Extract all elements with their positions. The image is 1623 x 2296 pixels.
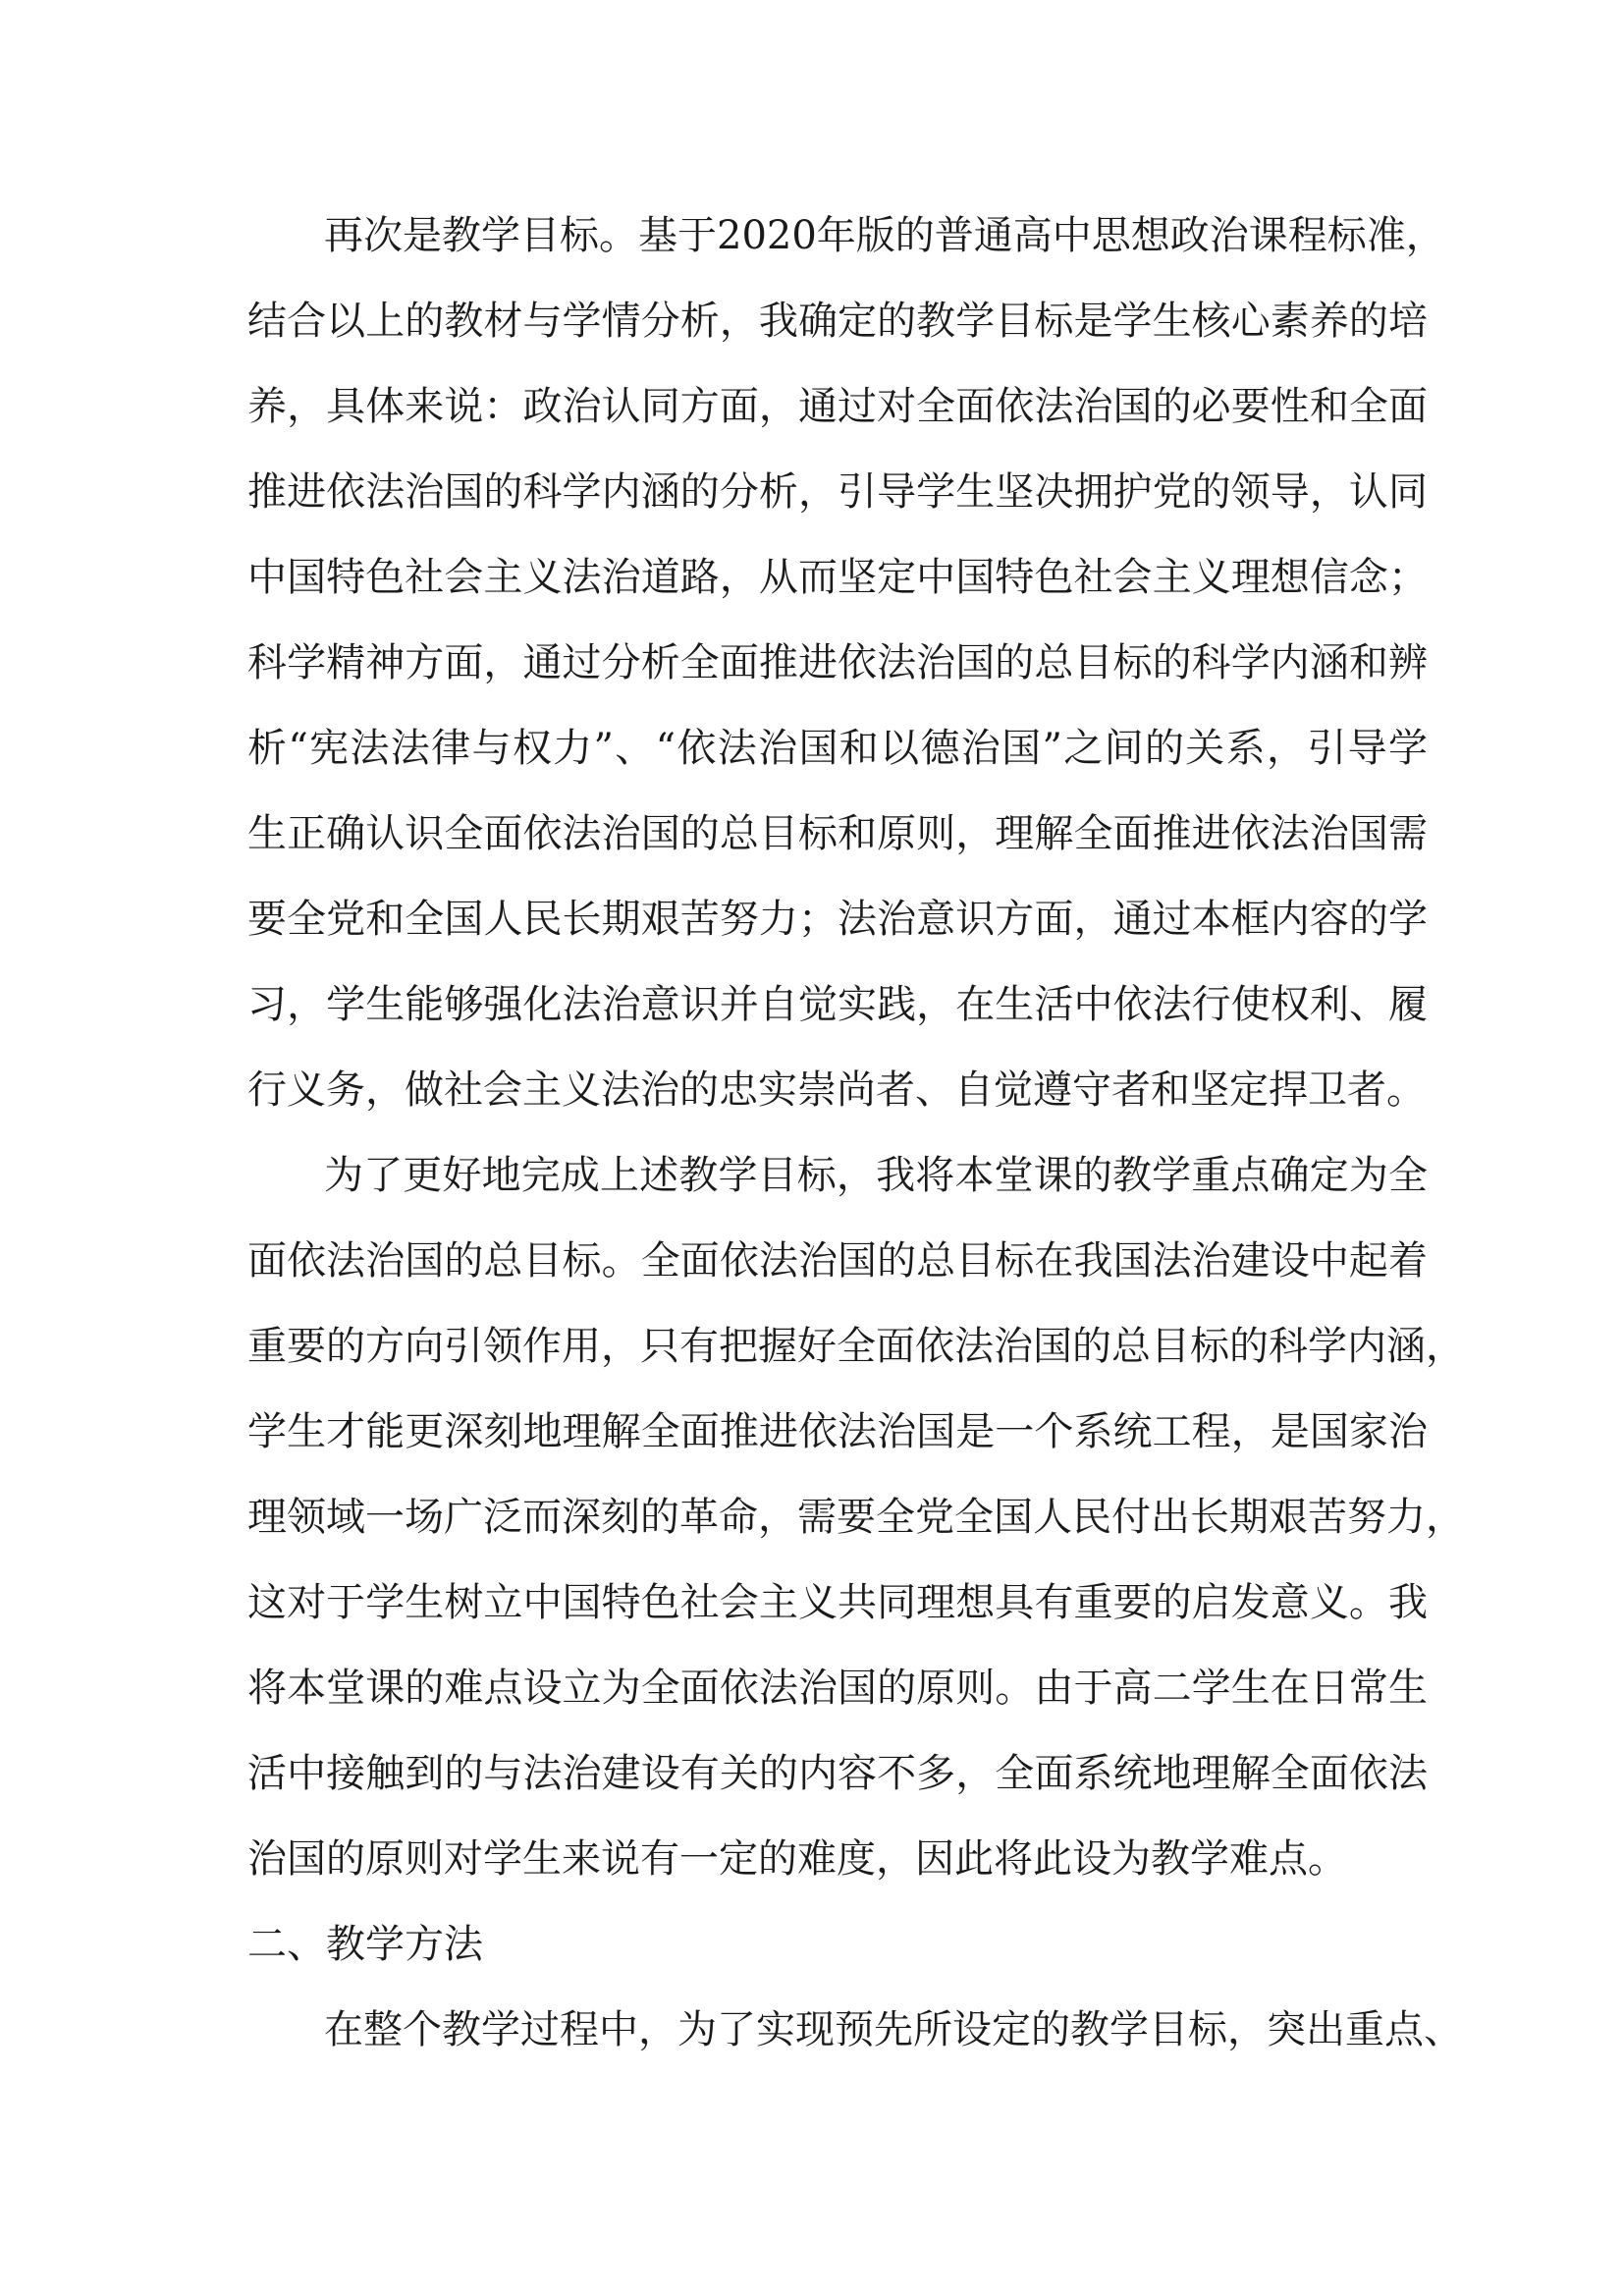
paragraph-2-line-8: 活中接触到的与法治建设有关的内容不多，全面系统地理解全面依法: [247, 1751, 1428, 1796]
paragraph-1-line-1: 再次是教学目标。基于2020年版的普通高中思想政治课程标准，: [324, 213, 1445, 258]
paragraph-1-line-7: 析“宪法法律与权力”、“依法治国和以德治国”之间的关系，引导学: [247, 726, 1428, 771]
paragraph-2-line-1: 为了更好地完成上述教学目标，我将本堂课的教学重点确定为全: [324, 1153, 1428, 1198]
section-heading: 二、教学方法: [247, 1922, 483, 1967]
paragraph-2-line-5: 理领域一场广泛而深刻的革命，需要全党全国人民付出长期艰苦努力，: [247, 1495, 1465, 1540]
paragraph-1-line-5: 中国特色社会主义法治道路，从而坚定中国特色社会主义理想信念；: [247, 555, 1428, 600]
paragraph-1-line-8: 生正确认识全面依法治国的总目标和原则，理解全面推进依法治国需: [247, 811, 1428, 856]
paragraph-2-line-9: 治国的原则对学生来说有一定的难度，因此将此设为教学难点。: [247, 1836, 1347, 1882]
paragraph-1-line-11: 行义务，做社会主义法治的忠实崇尚者、自觉遵守者和坚定捍卫者。: [247, 1067, 1426, 1113]
paragraph-2-line-6: 这对于学生树立中国特色社会主义共同理想具有重要的启发意义。我: [247, 1580, 1428, 1625]
paragraph-2-line-4: 学生才能更深刻地理解全面推进依法治国是一个系统工程，是国家治: [247, 1409, 1428, 1454]
paragraph-2-line-2: 面依法治国的总目标。全面依法治国的总目标在我国法治建设中起着: [247, 1238, 1428, 1284]
paragraph-1-line-10: 习，学生能够强化法治意识并自觉实践，在生活中依法行使权利、履: [247, 982, 1428, 1027]
paragraph-1-line-9: 要全党和全国人民长期艰苦努力；法治意识方面，通过本框内容的学: [247, 897, 1428, 942]
paragraph-2-line-3: 重要的方向引领作用，只有把握好全面依法治国的总目标的科学内涵，: [247, 1324, 1465, 1369]
paragraph-1-line-6: 科学精神方面，通过分析全面推进依法治国的总目标的科学内涵和辨: [247, 640, 1428, 685]
paragraph-1-line-2: 结合以上的教材与学情分析，我确定的教学目标是学生核心素养的培: [247, 299, 1428, 344]
paragraph-3-line-1: 在整个教学过程中，为了实现预先所设定的教学目标，突出重点、: [324, 2007, 1463, 2052]
paragraph-2-line-7: 将本堂课的难点设立为全面依法治国的原则。由于高二学生在日常生: [247, 1666, 1428, 1711]
paragraph-1-line-4: 推进依法治国的科学内涵的分析，引导学生坚决拥护党的领导，认同: [247, 469, 1428, 515]
paragraph-1-line-3: 养，具体来说：政治认同方面，通过对全面依法治国的必要性和全面: [247, 384, 1428, 429]
